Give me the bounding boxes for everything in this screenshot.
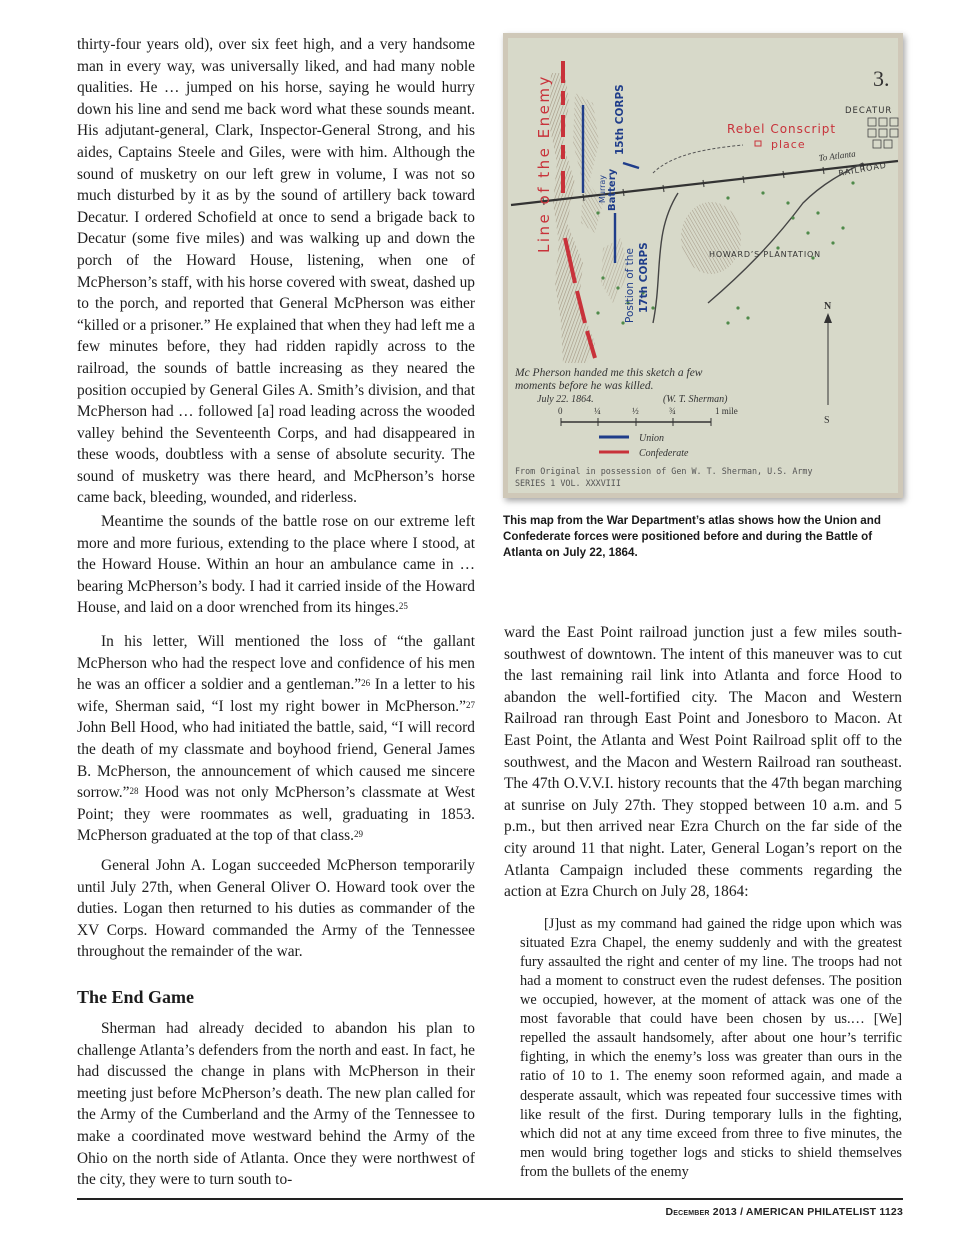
legend-union: Union [639, 433, 664, 444]
label-17th-corps: 17th CORPS [638, 242, 650, 313]
note-line-1: Mc Pherson handed me this sketch a few [515, 367, 703, 379]
note-line-2: moments before he was killed. [515, 380, 654, 392]
terrain-hill [681, 202, 741, 274]
paragraph-east-point: ward the East Point railroad junction just a few miles south-southwest of downtown. The intent of this maneuver was to cut the last remaining rail link into Atlanta and force Hood to abandon the well-fortified city. The Macon and Western Railroad ran through East Point and Jonesboro to Macon. At East Point, the Atlanta and West Point Railroad split off to the southwest, and the Macon and Western Railroad ran southeast. The 47th O.V.V.I. history recounts that the 47th began marching at sunrise on July 27th. They stopped between 10 a.m. and 5 p.m., but then arrived near Ezra Church on the far side of the city around 11 that night. Later, General Logan’s report on the Atlanta Campaign included these comments regarding the action at Ezra Church on July 28, 1864: [504, 624, 902, 901]
right-column [504, 622, 902, 1182]
map-series: SERIES 1 VOL. XXXVIII [515, 478, 621, 488]
note-date: July 22. 1864. [537, 394, 594, 405]
left-column [77, 34, 475, 1191]
map-source: From Original in possession of Gen W. T. Sherman, U.S. Army [515, 466, 813, 476]
footnote-25: 25 [398, 601, 408, 612]
label-line-of-enemy: Line of the Enemy [535, 74, 553, 253]
footnote-26: 26 [361, 678, 371, 689]
quote-paragraph-1: thirty-four years old), over six feet high, and a very handsome man in every way, was universally liked, and had many noble qualities. He … jumped on his horse, saying he would hurry down his line and send me back word what these sounds meant. His adjutant-general, Clark, Inspector-General Strong, and his aides, Captains Steele and Giles, were with him. Although the sound of musketry on our left grew in volume, I was not so much disturbed by it as by the sound of artillery back toward Decatur. I ordered Schofield at once to send a brigade back to Decatur (some five miles) and was walking up and down the porch of the Howard House, listening, when one of McPherson’s staff, with his horse covered with sweat, dashed up to the porch, and reported that General McPherson was either “killed or a prisoner.” He explained that when they had left me a few minutes before, they had ridden rapidly across to the railroad, the sounds of battle increasing as they neared the position occupied by General Giles A. Smith’s division, and that McPherson had … followed [a] road leading across the wooded valley behind the Seventeenth Corps, and had disappeared in these woods, doubtless with a sense of absolute security. The sound of musketry was there heard, and McPherson’s horse came back, bleeding, wounded, and riderless. [77, 36, 475, 507]
svg-text:S: S [824, 415, 830, 426]
svg-text:¾: ¾ [669, 406, 676, 416]
note-signature: (W. T. Sherman) [663, 394, 728, 405]
label-rebel-place: place [771, 138, 806, 151]
section-heading: The End Game [77, 986, 195, 1007]
svg-text:½: ½ [632, 406, 639, 416]
paragraph-end-game: Sherman had already decided to abandon his plan to challenge Atlanta’s defenders from the north and east. In fact, he had discussed the change in plans with McPherson in their meeting just before McPherson’s death. The new plan called for the Army of the Cumberland and the Army of the Tennessee to make a coordinated move westward behind the Army of the Ohio on the north side of Atlanta. Once they were northwest of the city, they were to turn south to- [77, 1019, 475, 1189]
label-15th-corps: 15th CORPS [614, 84, 626, 155]
plate-number: 3. [873, 66, 890, 91]
footnote-28: 28 [129, 786, 139, 797]
label-howards-plantation: HOWARD’S PLANTATION [709, 250, 821, 259]
quote-paragraph-2: Meantime the sounds of the battle rose on our extreme left more and more furious, extending to the place where I stood, at the Howard House. Within an hour an ambulance came in … bearing McPherson’s body. I had it carried inside of the Howard House, and laid on a door wrenched from its hinges.$^{25}$ [77, 513, 475, 617]
legend-confederate: Confederate [639, 448, 689, 459]
battle-map [503, 33, 903, 498]
svg-text:N: N [824, 301, 832, 312]
label-battery: Battery [607, 168, 618, 211]
footer-rule [77, 1198, 903, 1200]
label-position-of-the: Position of the [624, 248, 636, 323]
label-decatur: DECATUR [845, 106, 893, 116]
paragraph-logan: General John A. Logan succeeded McPherson temporarily until July 27th, when General Oliver O. Howard took over the duties. Logan then returned to his duties as commander of the XV Corps. Howard commanded the Army of the Tennessee throughout the remainder of the war. [77, 856, 475, 961]
battle-map-figure [503, 33, 903, 498]
quote-logan-report: [J]ust as my command had gained the ridge upon which was situated Ezra Chapel, the enemy suddenly and with the greatest fury assaulted the right and center of my line. The troops had not had a moment to construct even the rudest defenses. The position we occupied, however, at the moment of attack was one of the most favorable that could have been chosen by us.… [We] repelled the assault handsomely, after about one hour’s terrific fighting, in which the enemy’s loss was greater than ours in the ratio of 10 to 1. The enemy soon reformed again, and made a desperate assault, which was repeated four successive times with like result of the first. During temporary lulls in the fighting, which did not at any time exceed from three to five minutes, the men would bring together logs and sticks to shield themselves from the bullets of the enemy [520, 915, 902, 1180]
label-rebel-conscript: Rebel Conscript [727, 122, 837, 136]
footnote-27: 27 [466, 699, 475, 710]
svg-text:1 mile: 1 mile [715, 406, 738, 416]
svg-text:0: 0 [558, 406, 563, 416]
svg-text:¼: ¼ [594, 406, 601, 416]
label-murray: Murray [598, 174, 607, 203]
page-footer: December 2013 / AMERICAN PHILATELIST 1123 [665, 1206, 903, 1218]
paragraph-mcpherson-loss: In his letter, Will mentioned the loss of “the gallant McPherson who had the respect love and confidence of his men he was an officer a soldier and a gentleman.”$^{26}$ In a letter to his wife, Sherman said, “I lost my right bower in McPherson.”$^{27}$ John Bell Hood, who had initiated the battle, said, “I will record the death of my classmate and boyhood friend, General James B. McPherson, the announcement of which caused me sincere sorrow.”$^{28}$ Hood was not only McPherson’s classmate at West Point; they were roommates as well, graduating in 1853. McPherson graduated at the top of that class.$^{29}$ [77, 633, 476, 845]
footnote-29: 29 [353, 829, 363, 840]
label-railroad: RAILROAD [837, 160, 888, 178]
label-to-atlanta: To Atlanta [818, 148, 857, 163]
map-caption: This map from the War Department’s atlas shows how the Union and Confederate forces were positioned before and during the Battle of Atlanta on July 22, 1864. [503, 514, 881, 559]
